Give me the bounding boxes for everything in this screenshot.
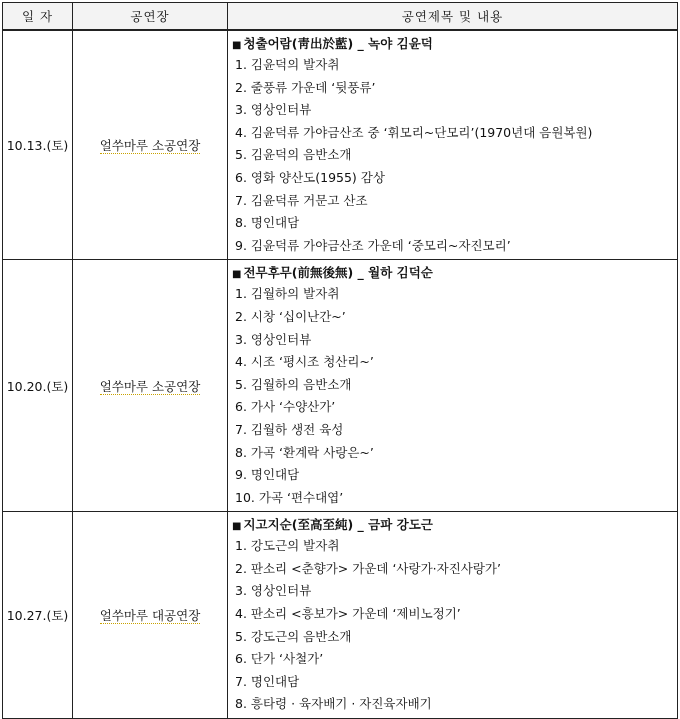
program-item: 10. 가곡 ‘편수대엽’ — [235, 489, 344, 505]
program-item: 9. 명인대담 — [235, 467, 300, 483]
program-item: 6. 영화 양산도(1955) 감상 — [235, 169, 385, 185]
program-title-text: 전무후무(前無後無) _ 월하 김덕순 — [243, 265, 433, 281]
row-date: 10.20.(토) — [3, 260, 73, 512]
program-title-text: 지고지순(至高至純) _ 금파 강도근 — [243, 517, 433, 533]
table-body — [3, 30, 678, 719]
row-venue — [73, 512, 228, 719]
program-list — [232, 283, 671, 509]
program-title — [232, 514, 671, 535]
program-item: 7. 김윤덕류 거문고 산조 — [235, 192, 368, 208]
program-item: 4. 판소리 <흥보가> 가운데 ‘제비노정기’ — [235, 606, 461, 622]
program-item: 6. 가사 ‘수양산가’ — [235, 399, 336, 415]
venue-name: 얼쑤마루 소공연장 — [99, 378, 201, 394]
program-item: 2. 줄풍류 가운데 ‘뒷풍류’ — [235, 79, 376, 95]
program-item: 2. 시창 ‘십이난간~’ — [235, 308, 346, 324]
row-program — [228, 260, 678, 512]
square-bullet-icon: ■ — [232, 269, 242, 281]
program-item: 2. 판소리 <춘향가> 가운데 ‘사랑가·자진사랑가’ — [235, 560, 501, 576]
program-item: 8. 명인대담 — [235, 215, 300, 231]
header-row — [3, 3, 678, 31]
program-item: 5. 강도근의 음반소개 — [235, 628, 352, 644]
program-title — [232, 33, 671, 54]
program-item: 1. 강도근의 발자취 — [235, 538, 340, 554]
program-item: 4. 시조 ‘평시조 청산리~’ — [235, 354, 374, 370]
table-row — [3, 512, 678, 719]
program-item: 6. 단가 ‘사철가’ — [235, 651, 324, 667]
program-item: 7. 명인대담 — [235, 673, 300, 689]
square-bullet-icon: ■ — [232, 40, 242, 51]
performance-schedule-table — [2, 2, 678, 719]
program-item: 3. 영상인터뷰 — [235, 583, 312, 599]
row-date: 10.27.(토) — [3, 512, 73, 719]
row-date: 10.13.(토) — [3, 30, 73, 260]
program-item: 4. 김윤덕류 가야금산조 중 ‘휘모리~단모리’(1970년대 음원복원) — [235, 124, 593, 140]
row-venue — [73, 260, 228, 512]
program-item: 7. 김월하 생전 육성 — [235, 421, 344, 437]
program-title-text: 청출어람(靑出於藍) _ 녹야 김윤덕 — [243, 36, 433, 51]
header-program: 공연제목 및 내용 — [228, 3, 678, 31]
row-program — [228, 30, 678, 260]
square-bullet-icon: ■ — [232, 521, 242, 533]
row-venue — [73, 30, 228, 260]
venue-name: 얼쑤마루 대공연장 — [99, 608, 201, 624]
program-item: 3. 영상인터뷰 — [235, 102, 312, 118]
table-row — [3, 30, 678, 260]
program-item: 9. 김윤덕류 가야금산조 가운데 ‘중모리~자진모리’ — [235, 237, 511, 253]
program-item: 5. 김월하의 음반소개 — [235, 376, 352, 392]
table-row — [3, 260, 678, 512]
venue-name: 얼쑤마루 소공연장 — [99, 138, 201, 154]
program-list — [232, 54, 671, 257]
program-item: 1. 김윤덕의 발자취 — [235, 57, 340, 72]
program-item: 1. 김월하의 발자취 — [235, 286, 340, 302]
program-list — [232, 535, 671, 716]
header-venue: 공연장 — [73, 3, 228, 31]
program-item: 3. 영상인터뷰 — [235, 331, 312, 347]
table-header — [3, 3, 678, 31]
row-program — [228, 512, 678, 719]
program-item: 8. 흥타령 · 육자배기 · 자진육자배기 — [235, 696, 432, 712]
program-title — [232, 262, 671, 283]
program-item: 8. 가곡 ‘환계락 사랑은~’ — [235, 444, 374, 460]
header-date: 일 자 — [3, 3, 73, 31]
program-item: 5. 김윤덕의 음반소개 — [235, 147, 352, 163]
